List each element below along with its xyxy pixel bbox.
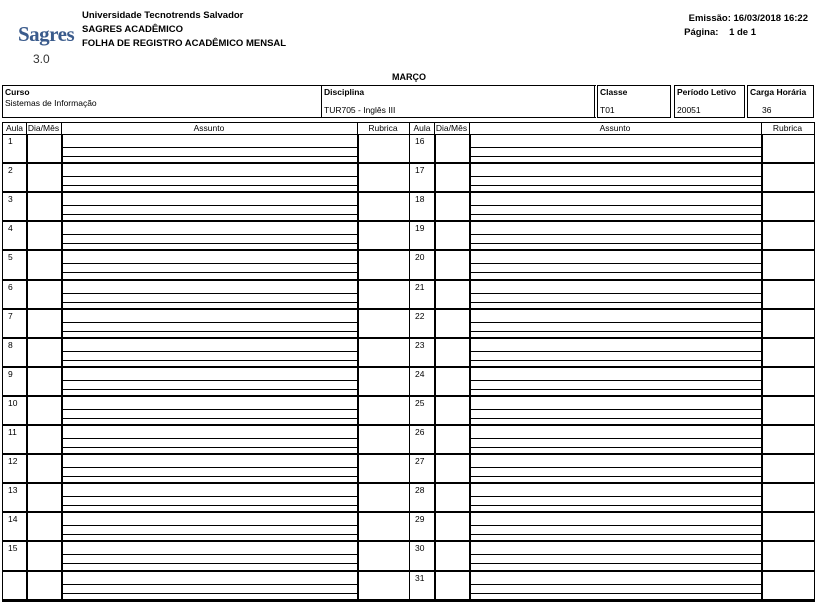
right-dia-sep xyxy=(434,367,436,396)
left-lesson-number: 7 xyxy=(8,310,13,321)
left-assunto-sep xyxy=(61,250,63,279)
left-dia-sep xyxy=(26,338,28,367)
carga-box xyxy=(747,85,814,118)
right-assunto-sep xyxy=(469,309,471,338)
left-assunto-line xyxy=(61,584,357,585)
right-rubrica-sep xyxy=(761,192,763,221)
left-assunto-sep xyxy=(61,163,63,192)
left-rubrica-sep xyxy=(357,309,359,338)
left-assunto-sep xyxy=(61,454,63,483)
right-lesson-number: 23 xyxy=(415,339,425,350)
right-lesson-number: 21 xyxy=(415,281,425,292)
col-rubrica-right: Rubrica xyxy=(772,123,803,133)
curso-label: Curso xyxy=(5,87,30,97)
right-dia-sep xyxy=(434,541,436,570)
right-assunto-line xyxy=(469,496,761,497)
left-assunto-line xyxy=(61,293,357,294)
left-row-border xyxy=(3,424,409,426)
left-row-border xyxy=(3,599,409,601)
left-rubrica-sep xyxy=(357,454,359,483)
left-assunto-line xyxy=(61,467,357,468)
left-rubrica-sep xyxy=(357,134,359,163)
left-rubrica-sep xyxy=(357,338,359,367)
right-assunto-line xyxy=(469,360,761,361)
right-dia-sep xyxy=(434,425,436,454)
left-header-sep xyxy=(61,123,62,134)
left-lesson-number: 8 xyxy=(8,339,13,350)
left-rubrica-sep xyxy=(357,367,359,396)
left-assunto-line xyxy=(61,322,357,323)
right-lesson-number: 18 xyxy=(415,194,425,205)
left-rubrica-sep xyxy=(357,396,359,425)
right-dia-sep xyxy=(434,571,436,600)
right-rubrica-sep xyxy=(761,454,763,483)
classe-box xyxy=(597,85,671,118)
right-assunto-line xyxy=(469,447,761,448)
classe-label: Classe xyxy=(600,87,628,97)
left-dia-sep xyxy=(26,483,28,512)
right-lesson-number: 31 xyxy=(415,572,425,583)
left-dia-sep xyxy=(26,512,28,541)
left-row-border xyxy=(3,511,409,513)
right-rubrica-sep xyxy=(761,425,763,454)
col-dia-mes-left: Dia/Mês xyxy=(27,123,60,133)
left-assunto-line xyxy=(61,476,357,477)
right-assunto-line xyxy=(469,214,761,215)
disciplina-label: Disciplina xyxy=(324,87,365,97)
left-lesson-number: 14 xyxy=(8,514,18,525)
right-assunto-line xyxy=(469,176,761,177)
left-assunto-line xyxy=(61,505,357,506)
left-assunto-line xyxy=(61,534,357,535)
left-rubrica-sep xyxy=(357,425,359,454)
right-assunto-line xyxy=(469,302,761,303)
left-dia-sep xyxy=(26,221,28,250)
left-row-border xyxy=(3,337,409,339)
left-assunto-line xyxy=(61,331,357,332)
right-lesson-number: 24 xyxy=(415,368,425,379)
right-assunto-line xyxy=(469,322,761,323)
right-assunto-sep xyxy=(469,396,471,425)
right-assunto-sep xyxy=(469,571,471,600)
right-assunto-line xyxy=(469,243,761,244)
right-assunto-line xyxy=(469,418,761,419)
right-lesson-number: 28 xyxy=(415,485,425,496)
col-dia-mes-right: Dia/Mês xyxy=(435,123,468,133)
col-assunto-left: Assunto xyxy=(193,123,225,133)
left-assunto-sep xyxy=(61,367,63,396)
right-assunto-line xyxy=(469,205,761,206)
right-lesson-number: 25 xyxy=(415,397,425,408)
left-row-border xyxy=(3,249,409,251)
right-rubrica-sep xyxy=(761,396,763,425)
right-lesson-number: 16 xyxy=(415,136,425,146)
left-assunto-line xyxy=(61,418,357,419)
periodo-value: 20051 xyxy=(677,105,701,115)
right-assunto-line xyxy=(469,331,761,332)
institution-name: Universidade Tecnotrends Salvador xyxy=(82,10,244,21)
col-rubrica-left: Rubrica xyxy=(368,123,398,133)
right-assunto-line xyxy=(469,156,761,157)
left-dia-sep xyxy=(26,250,28,279)
left-assunto-line xyxy=(61,205,357,206)
left-lesson-number: 12 xyxy=(8,456,18,467)
right-lesson-number: 30 xyxy=(415,543,425,554)
right-lesson-number: 17 xyxy=(415,165,425,176)
right-rubrica-sep xyxy=(761,512,763,541)
left-row-border xyxy=(3,366,409,368)
right-assunto-sep xyxy=(469,338,471,367)
right-assunto-line xyxy=(469,389,761,390)
right-rubrica-sep xyxy=(761,163,763,192)
right-header-sep xyxy=(761,123,762,134)
right-lesson-number: 27 xyxy=(415,456,425,467)
left-assunto-line xyxy=(61,185,357,186)
left-lesson-number: 5 xyxy=(8,252,13,263)
left-lesson-number: 1 xyxy=(8,136,13,146)
right-assunto-line xyxy=(469,409,761,410)
right-assunto-sep xyxy=(469,512,471,541)
left-row-border xyxy=(3,482,409,484)
left-lesson-number: 4 xyxy=(8,223,13,234)
left-assunto-sep xyxy=(61,512,63,541)
left-assunto-sep xyxy=(61,541,63,570)
right-rubrica-sep xyxy=(761,338,763,367)
right-header-sep xyxy=(469,123,470,134)
left-assunto-line xyxy=(61,147,357,148)
left-lesson-number: 2 xyxy=(8,165,13,176)
right-dia-sep xyxy=(434,221,436,250)
right-dia-sep xyxy=(434,454,436,483)
left-assunto-sep xyxy=(61,309,63,338)
right-assunto-line xyxy=(469,467,761,468)
right-assunto-sep xyxy=(469,541,471,570)
left-assunto-line xyxy=(61,593,357,594)
left-dia-sep xyxy=(26,541,28,570)
left-rubrica-sep xyxy=(357,541,359,570)
right-dia-sep xyxy=(434,250,436,279)
left-row-border xyxy=(3,540,409,542)
col-aula-left: Aula xyxy=(5,123,23,133)
left-assunto-sep xyxy=(61,571,63,600)
left-assunto-line xyxy=(61,243,357,244)
left-assunto-line xyxy=(61,380,357,381)
left-row-border xyxy=(3,453,409,455)
left-assunto-line xyxy=(61,554,357,555)
right-assunto-line xyxy=(469,525,761,526)
right-assunto-line xyxy=(469,534,761,535)
emission-label: Emissão: xyxy=(688,13,731,24)
right-assunto-sep xyxy=(469,163,471,192)
right-rubrica-sep xyxy=(761,483,763,512)
emission-value: 16/03/2018 16:22 xyxy=(733,13,808,24)
right-lesson-number: 26 xyxy=(415,427,425,437)
right-assunto-sep xyxy=(469,192,471,221)
left-lesson-number: 10 xyxy=(8,397,18,408)
page-info xyxy=(684,27,756,38)
right-assunto-line xyxy=(469,476,761,477)
left-assunto-line xyxy=(61,214,357,215)
right-assunto-sep xyxy=(469,250,471,279)
right-assunto-sep xyxy=(469,221,471,250)
right-assunto-line xyxy=(469,563,761,564)
right-dia-sep xyxy=(434,309,436,338)
left-rubrica-sep xyxy=(357,571,359,600)
logo-text: Sagres xyxy=(18,22,75,46)
left-row-border xyxy=(3,308,409,310)
right-assunto-line xyxy=(469,185,761,186)
right-assunto-line xyxy=(469,593,761,594)
left-row-border xyxy=(3,220,409,222)
right-assunto-line xyxy=(469,554,761,555)
left-rubrica-sep xyxy=(357,221,359,250)
left-assunto-line xyxy=(61,234,357,235)
left-assunto-line xyxy=(61,156,357,157)
left-rubrica-sep xyxy=(357,483,359,512)
col-aula-right: Aula xyxy=(413,123,431,133)
left-assunto-line xyxy=(61,272,357,273)
left-row-border xyxy=(3,279,409,281)
right-assunto-sep xyxy=(469,425,471,454)
left-dia-sep xyxy=(26,309,28,338)
right-assunto-line xyxy=(469,272,761,273)
left-dia-sep xyxy=(26,571,28,600)
right-rubrica-sep xyxy=(761,367,763,396)
right-dia-sep xyxy=(434,512,436,541)
disciplina-box xyxy=(321,85,595,118)
left-row-border xyxy=(3,191,409,193)
carga-value: 36 xyxy=(762,105,772,115)
right-dia-sep xyxy=(434,338,436,367)
right-assunto-sep xyxy=(469,483,471,512)
form-title: FOLHA DE REGISTRO ACADÊMICO MENSAL xyxy=(82,38,287,49)
right-dia-sep xyxy=(434,396,436,425)
left-dia-sep xyxy=(26,454,28,483)
right-assunto-sep xyxy=(469,367,471,396)
left-rubrica-sep xyxy=(357,250,359,279)
left-dia-sep xyxy=(26,425,28,454)
right-lesson-number: 29 xyxy=(415,514,425,525)
col-assunto-right: Assunto xyxy=(599,123,631,133)
left-assunto-sep xyxy=(61,396,63,425)
sagres-logo xyxy=(14,18,75,70)
left-assunto-sep xyxy=(61,280,63,309)
curso-value: Sistemas de Informação xyxy=(5,98,97,108)
left-row-border xyxy=(3,570,409,572)
page-label: Página: xyxy=(684,27,719,38)
left-assunto-sep xyxy=(61,134,63,163)
left-assunto-line xyxy=(61,447,357,448)
left-assunto-sep xyxy=(61,483,63,512)
right-dia-sep xyxy=(434,280,436,309)
right-assunto-line xyxy=(469,584,761,585)
right-rubrica-sep xyxy=(761,280,763,309)
left-dia-sep xyxy=(26,134,28,163)
left-assunto-line xyxy=(61,525,357,526)
left-assunto-line xyxy=(61,496,357,497)
left-assunto-sep xyxy=(61,192,63,221)
system-name: SAGRES ACADÊMICO xyxy=(82,24,183,35)
periodo-box xyxy=(674,85,745,118)
right-assunto-line xyxy=(469,263,761,264)
right-dia-sep xyxy=(434,483,436,512)
right-assunto-line xyxy=(469,234,761,235)
right-assunto-line xyxy=(469,147,761,148)
left-rubrica-sep xyxy=(357,192,359,221)
right-lesson-number: 22 xyxy=(415,310,425,321)
left-lesson-number: 3 xyxy=(8,194,13,205)
logo-version: 3.0 xyxy=(33,52,50,66)
left-assunto-line xyxy=(61,302,357,303)
left-dia-sep xyxy=(26,192,28,221)
left-rubrica-sep xyxy=(357,163,359,192)
left-header-sep xyxy=(357,123,358,134)
left-assunto-sep xyxy=(61,425,63,454)
lesson-grid xyxy=(2,122,815,602)
left-row-border xyxy=(3,162,409,164)
carga-label: Carga Horária xyxy=(750,87,807,97)
left-lesson-number: 13 xyxy=(8,485,18,496)
left-assunto-line xyxy=(61,389,357,390)
left-lesson-number: 15 xyxy=(8,543,18,554)
left-lesson-number: 9 xyxy=(8,368,13,379)
right-rubrica-sep xyxy=(761,571,763,600)
classe-value: T01 xyxy=(600,105,615,115)
left-rubrica-sep xyxy=(357,280,359,309)
right-lesson-number: 19 xyxy=(415,223,425,234)
right-assunto-sep xyxy=(469,134,471,163)
left-dia-sep xyxy=(26,280,28,309)
left-header-sep xyxy=(26,123,27,134)
right-dia-sep xyxy=(434,163,436,192)
left-assunto-line xyxy=(61,409,357,410)
left-assunto-line xyxy=(61,176,357,177)
right-assunto-line xyxy=(469,351,761,352)
right-dia-sep xyxy=(434,134,436,163)
right-lesson-number: 20 xyxy=(415,252,425,263)
left-dia-sep xyxy=(26,163,28,192)
left-assunto-sep xyxy=(61,338,63,367)
left-assunto-line xyxy=(61,360,357,361)
periodo-label: Período Letivo xyxy=(677,87,737,97)
right-rubrica-sep xyxy=(761,134,763,163)
right-rubrica-sep xyxy=(761,309,763,338)
left-dia-sep xyxy=(26,396,28,425)
right-assunto-sep xyxy=(469,280,471,309)
page-value: 1 de 1 xyxy=(729,27,756,38)
left-assunto-sep xyxy=(61,221,63,250)
left-assunto-line xyxy=(61,351,357,352)
right-assunto-sep xyxy=(469,454,471,483)
right-rubrica-sep xyxy=(761,221,763,250)
disciplina-value: TUR705 - Inglês III xyxy=(324,105,396,115)
left-assunto-line xyxy=(61,438,357,439)
emission-info xyxy=(689,13,808,24)
right-assunto-line xyxy=(469,505,761,506)
left-assunto-line xyxy=(61,263,357,264)
center-divider xyxy=(409,123,410,601)
right-assunto-line xyxy=(469,438,761,439)
right-rubrica-sep xyxy=(761,250,763,279)
left-assunto-line xyxy=(61,563,357,564)
left-lesson-number: 11 xyxy=(8,427,17,437)
left-rubrica-sep xyxy=(357,512,359,541)
right-dia-sep xyxy=(434,192,436,221)
left-dia-sep xyxy=(26,367,28,396)
month-title: MARÇO xyxy=(392,72,426,82)
right-assunto-line xyxy=(469,293,761,294)
right-assunto-line xyxy=(469,380,761,381)
left-row-border xyxy=(3,395,409,397)
right-header-sep xyxy=(434,123,435,134)
left-lesson-number: 6 xyxy=(8,281,13,292)
right-rubrica-sep xyxy=(761,541,763,570)
